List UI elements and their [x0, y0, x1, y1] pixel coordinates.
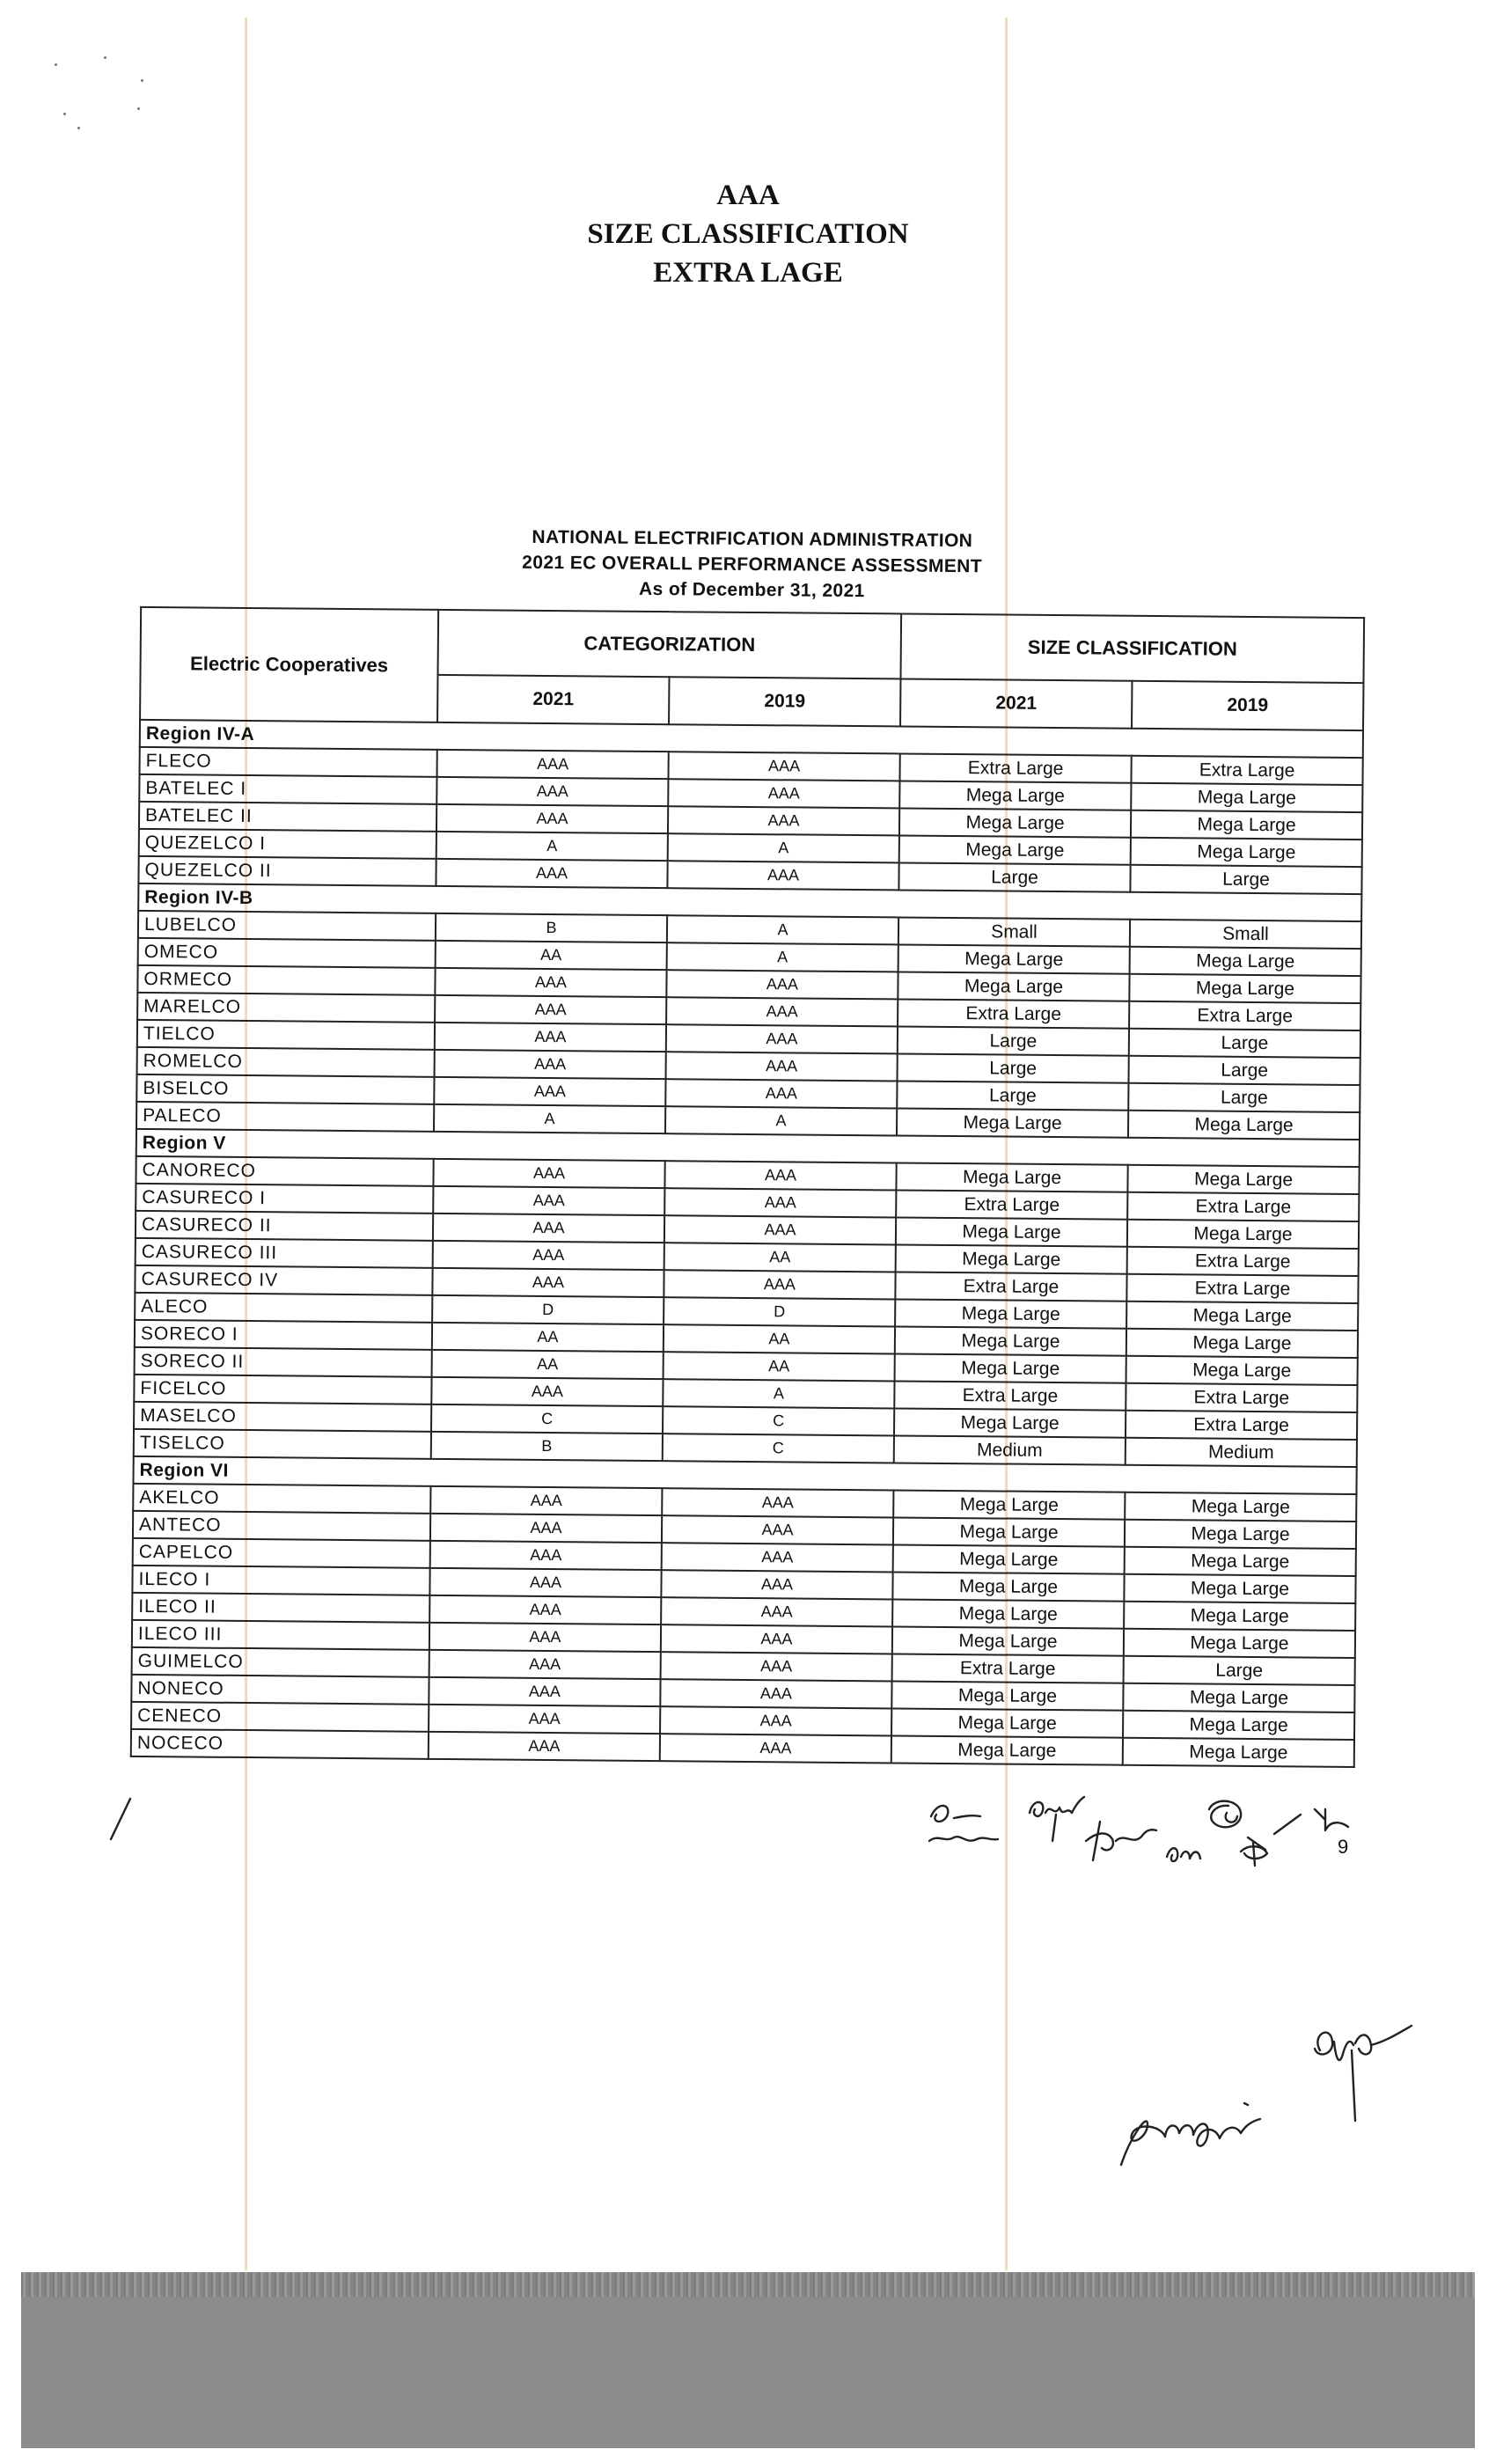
cell-cooperative: GUIMELCO	[132, 1647, 429, 1677]
cell-categorization-2021: AAA	[435, 995, 666, 1024]
cell-categorization-2019: AAA	[660, 1679, 891, 1708]
cell-cooperative: BATELEC I	[139, 774, 436, 804]
heading-line-3: EXTRA LAGE	[653, 257, 843, 289]
cell-size-2021: Large	[898, 862, 1130, 891]
region-label: Region IV-A	[140, 720, 1363, 758]
cell-cooperative: CASURECO I	[136, 1184, 433, 1214]
cell-categorization-2019: D	[664, 1297, 895, 1326]
cell-categorization-2021: AAA	[436, 804, 668, 833]
cell-size-2021: Mega Large	[892, 1626, 1124, 1655]
cell-categorization-2019: A	[668, 833, 899, 862]
cell-size-2021: Mega Large	[896, 1217, 1127, 1246]
cell-size-2021: Mega Large	[895, 1353, 1126, 1382]
cell-categorization-2021: AAA	[430, 1514, 662, 1543]
cell-size-2021: Mega Large	[892, 1572, 1124, 1601]
slash-mark	[104, 1793, 139, 1846]
cell-categorization-2021: AAA	[429, 1677, 660, 1706]
cell-categorization-2021: AAA	[429, 1623, 661, 1652]
signature	[1301, 2015, 1424, 2130]
cell-categorization-2021: AAA	[429, 1595, 661, 1624]
cell-categorization-2021: B	[436, 913, 667, 942]
cell-categorization-2019: AA	[664, 1352, 895, 1381]
cell-cooperative: CENECO	[131, 1702, 429, 1732]
cell-categorization-2019: A	[667, 915, 898, 944]
cell-cooperative: ILECO III	[132, 1620, 429, 1650]
cell-categorization-2019: AAA	[667, 861, 898, 890]
cell-size-2019: Mega Large	[1124, 1629, 1355, 1658]
cell-categorization-2021: AAA	[436, 859, 667, 888]
cell-categorization-2019: AAA	[661, 1570, 892, 1599]
cell-categorization-2019: AAA	[668, 806, 899, 835]
cell-categorization-2021: AAA	[435, 1050, 666, 1079]
cell-categorization-2021: AAA	[437, 750, 669, 779]
signature	[1081, 1815, 1160, 1867]
cell-cooperative: CANORECO	[136, 1156, 433, 1186]
cell-size-2021: Large	[898, 1026, 1129, 1055]
cell-categorization-2019: AA	[664, 1324, 895, 1353]
cell-size-2019: Extra Large	[1131, 756, 1362, 785]
page-heading	[0, 176, 1496, 292]
cell-size-2019: Mega Large	[1131, 838, 1362, 867]
cell-size-2021: Mega Large	[899, 781, 1131, 810]
cell-size-2021: Extra Large	[896, 1190, 1127, 1219]
header-categorization: CATEGORIZATION	[438, 610, 902, 679]
cell-size-2019: Medium	[1126, 1438, 1357, 1467]
header-size-classification: SIZE CLASSIFICATION	[901, 613, 1365, 683]
cell-categorization-2019: AAA	[665, 1079, 897, 1108]
cell-size-2021: Mega Large	[899, 808, 1131, 837]
cell-size-2021: Mega Large	[897, 1108, 1128, 1137]
cell-categorization-2021: AAA	[433, 1186, 664, 1215]
cell-cooperative: PALECO	[136, 1102, 434, 1132]
cell-categorization-2021: AAA	[434, 1077, 665, 1106]
cell-cooperative: CASURECO III	[136, 1238, 433, 1268]
cell-size-2019: Mega Large	[1126, 1329, 1358, 1358]
cell-size-2019: Small	[1130, 920, 1361, 949]
cell-size-2019: Large	[1130, 865, 1361, 894]
cell-categorization-2021: AA	[432, 1323, 664, 1352]
cell-categorization-2021: AAA	[433, 1159, 664, 1188]
cell-categorization-2021: AAA	[429, 1732, 660, 1761]
cell-size-2021: Mega Large	[892, 1599, 1124, 1628]
cell-size-2021: Mega Large	[896, 1244, 1127, 1273]
cell-size-2019: Large	[1128, 1083, 1360, 1112]
cell-cooperative: NONECO	[131, 1675, 429, 1705]
scanner-artifact-stripes	[21, 2272, 1475, 2297]
cell-cooperative: CAPELCO	[133, 1538, 430, 1568]
cell-size-2021: Mega Large	[894, 1408, 1126, 1437]
document-header	[140, 521, 1364, 608]
header-cat-2019: 2019	[669, 677, 900, 726]
cell-cooperative: CASURECO IV	[135, 1265, 432, 1295]
cell-size-2019: Mega Large	[1127, 1165, 1359, 1194]
cell-categorization-2019: AAA	[661, 1597, 892, 1626]
document-org: NATIONAL ELECTRIFICATION ADMINISTRATION	[532, 526, 973, 552]
heading-line-2: SIZE CLASSIFICATION	[587, 218, 909, 250]
cell-cooperative: ILECO I	[132, 1566, 429, 1595]
cell-size-2021: Mega Large	[891, 1708, 1123, 1737]
cell-cooperative: NOCECO	[131, 1729, 429, 1759]
cell-categorization-2021: AAA	[432, 1268, 664, 1297]
cell-categorization-2019: AAA	[662, 1515, 893, 1544]
cell-cooperative: ROMELCO	[137, 1047, 435, 1077]
region-label: Region VI	[133, 1456, 1356, 1494]
cell-categorization-2021: AAA	[430, 1541, 662, 1570]
cell-categorization-2021: AAA	[436, 777, 668, 806]
cell-size-2021: Mega Large	[893, 1517, 1125, 1546]
cell-categorization-2019: A	[665, 1106, 897, 1135]
cell-cooperative: LUBELCO	[138, 911, 436, 941]
cell-categorization-2019: AAA	[666, 1052, 898, 1081]
cell-categorization-2021: A	[436, 832, 668, 861]
cell-categorization-2019: AAA	[666, 970, 898, 999]
cell-categorization-2019: AA	[664, 1243, 896, 1272]
cell-cooperative: BATELEC II	[139, 802, 436, 832]
cell-cooperative: ALECO	[135, 1293, 432, 1323]
cell-cooperative: SORECO I	[135, 1320, 432, 1350]
cell-cooperative: AKELCO	[133, 1484, 430, 1514]
cell-size-2021: Mega Large	[896, 1162, 1127, 1192]
cell-size-2021: Mega Large	[898, 944, 1130, 973]
cell-size-2019: Extra Large	[1127, 1192, 1359, 1221]
cell-size-2019: Mega Large	[1123, 1711, 1354, 1740]
cell-size-2021: Mega Large	[895, 1326, 1126, 1355]
scan-specks	[53, 53, 176, 141]
cell-size-2019: Extra Large	[1126, 1411, 1357, 1440]
cell-categorization-2021: AAA	[435, 968, 666, 997]
cell-size-2019: Large	[1129, 1056, 1360, 1085]
cell-size-2019: Mega Large	[1125, 1520, 1356, 1549]
cell-size-2019: Mega Large	[1124, 1574, 1355, 1603]
cell-size-2019: Mega Large	[1126, 1302, 1358, 1331]
cell-categorization-2021: A	[434, 1104, 665, 1133]
cell-size-2019: Extra Large	[1129, 1001, 1360, 1030]
cell-categorization-2019: AAA	[664, 1188, 896, 1217]
cell-categorization-2019: AAA	[662, 1488, 893, 1517]
cell-cooperative: QUEZELCO II	[138, 856, 436, 886]
cell-size-2019: Mega Large	[1123, 1738, 1354, 1767]
header-cat-2021: 2021	[437, 675, 669, 724]
cell-size-2021: Extra Large	[899, 753, 1131, 782]
cell-categorization-2021: AA	[432, 1350, 664, 1379]
cell-size-2019: Mega Large	[1127, 1220, 1359, 1249]
cell-categorization-2019: AAA	[661, 1652, 892, 1681]
cell-size-2021: Large	[898, 1053, 1129, 1082]
cell-size-2019: Mega Large	[1125, 1492, 1356, 1522]
cell-categorization-2021: C	[431, 1404, 663, 1434]
scanner-artifact-bar	[21, 2272, 1475, 2448]
cell-cooperative: MARELCO	[137, 993, 435, 1023]
cell-size-2019: Large	[1129, 1029, 1360, 1058]
cell-categorization-2019: AAA	[660, 1734, 891, 1763]
cell-categorization-2021: AAA	[430, 1486, 662, 1515]
cell-size-2019: Extra Large	[1126, 1274, 1358, 1303]
cell-cooperative: ILECO II	[132, 1593, 429, 1623]
cell-size-2019: Extra Large	[1126, 1383, 1357, 1412]
cell-cooperative: ANTECO	[133, 1511, 430, 1541]
cell-categorization-2019: AAA	[662, 1543, 893, 1572]
header-electric-cooperatives: Electric Cooperatives	[140, 607, 438, 722]
cell-cooperative: TIELCO	[137, 1020, 435, 1050]
cell-categorization-2019: AAA	[664, 1161, 896, 1190]
cell-size-2019: Mega Large	[1124, 1602, 1355, 1631]
region-label: Region V	[136, 1129, 1360, 1167]
cell-categorization-2019: A	[667, 942, 898, 972]
cell-categorization-2019: AAA	[661, 1624, 892, 1654]
cell-categorization-2021: AAA	[429, 1705, 660, 1734]
cell-categorization-2019: C	[663, 1406, 894, 1435]
cell-cooperative: FLECO	[140, 747, 437, 777]
cell-cooperative: ORMECO	[137, 965, 435, 995]
cell-size-2021: Extra Large	[892, 1654, 1124, 1683]
cell-size-2021: Mega Large	[891, 1681, 1123, 1710]
signature	[1308, 1800, 1360, 1862]
cell-cooperative: OMECO	[138, 938, 436, 968]
signature	[1112, 2086, 1280, 2174]
cell-size-2019: Extra Large	[1127, 1247, 1359, 1276]
cell-categorization-2021: AA	[436, 941, 667, 970]
page-number-mark: 9	[1338, 1836, 1349, 1858]
cell-size-2019: Mega Large	[1125, 1547, 1356, 1576]
classification-table	[130, 606, 1365, 1768]
cell-size-2019: Mega Large	[1123, 1683, 1354, 1712]
cell-categorization-2021: B	[431, 1432, 663, 1461]
cell-categorization-2021: AAA	[433, 1214, 664, 1243]
cell-categorization-2021: AAA	[429, 1650, 661, 1679]
cell-cooperative: CASURECO II	[136, 1211, 433, 1241]
cell-size-2019: Mega Large	[1131, 810, 1362, 840]
cell-categorization-2019: A	[663, 1379, 894, 1408]
cell-size-2019: Large	[1124, 1656, 1355, 1685]
document-title: 2021 EC OVERALL PERFORMANCE ASSESSMENT	[522, 552, 983, 577]
cell-size-2021: Mega Large	[893, 1544, 1125, 1573]
cell-categorization-2019: AAA	[668, 752, 899, 781]
assessment-document	[130, 521, 1364, 1768]
cell-size-2021: Extra Large	[898, 999, 1129, 1028]
header-size-2021: 2021	[900, 678, 1132, 728]
cell-categorization-2019: AAA	[668, 779, 899, 808]
cell-cooperative: MASELCO	[134, 1402, 431, 1432]
cell-categorization-2021: AAA	[429, 1568, 661, 1597]
cell-categorization-2019: C	[663, 1434, 894, 1463]
document-date: As of December 31, 2021	[638, 578, 865, 602]
cell-size-2021: Mega Large	[895, 1299, 1126, 1328]
cell-categorization-2019: AAA	[664, 1215, 896, 1244]
cell-size-2019: Mega Large	[1126, 1356, 1358, 1385]
table-body	[131, 720, 1363, 1767]
cell-size-2021: Mega Large	[898, 972, 1129, 1001]
cell-size-2021: Mega Large	[891, 1735, 1123, 1764]
cell-cooperative: FICELCO	[134, 1375, 431, 1404]
cell-size-2019: Mega Large	[1131, 783, 1362, 812]
cell-categorization-2021: AAA	[435, 1023, 666, 1052]
signature	[924, 1795, 1021, 1857]
cell-size-2019: Mega Large	[1128, 1111, 1360, 1140]
cell-size-2021: Mega Large	[893, 1490, 1125, 1519]
cell-categorization-2019: AAA	[666, 997, 898, 1026]
cell-size-2019: Mega Large	[1130, 947, 1361, 976]
cell-categorization-2021: AAA	[433, 1241, 664, 1270]
cell-cooperative: SORECO II	[135, 1347, 432, 1377]
cell-size-2021: Extra Large	[895, 1272, 1126, 1301]
heading-line-1: AAA	[716, 180, 780, 211]
cell-categorization-2019: AAA	[666, 1024, 898, 1053]
cell-size-2021: Extra Large	[894, 1381, 1126, 1410]
cell-size-2021: Mega Large	[899, 835, 1131, 864]
cell-size-2021: Large	[897, 1081, 1128, 1110]
cell-size-2021: Small	[898, 917, 1130, 946]
table-header-row	[141, 607, 1365, 683]
cell-size-2019: Mega Large	[1129, 974, 1360, 1003]
cell-size-2021: Medium	[894, 1435, 1126, 1464]
cell-categorization-2021: D	[432, 1295, 664, 1324]
signature	[1160, 1795, 1309, 1874]
cell-categorization-2019: AAA	[664, 1270, 895, 1299]
region-label: Region IV-B	[138, 884, 1361, 921]
cell-cooperative: QUEZELCO I	[139, 829, 436, 859]
cell-categorization-2021: AAA	[431, 1377, 663, 1406]
cell-categorization-2019: AAA	[660, 1706, 891, 1735]
cell-cooperative: TISELCO	[134, 1429, 431, 1459]
cell-cooperative: BISELCO	[136, 1074, 434, 1104]
header-size-2019: 2019	[1132, 681, 1363, 730]
